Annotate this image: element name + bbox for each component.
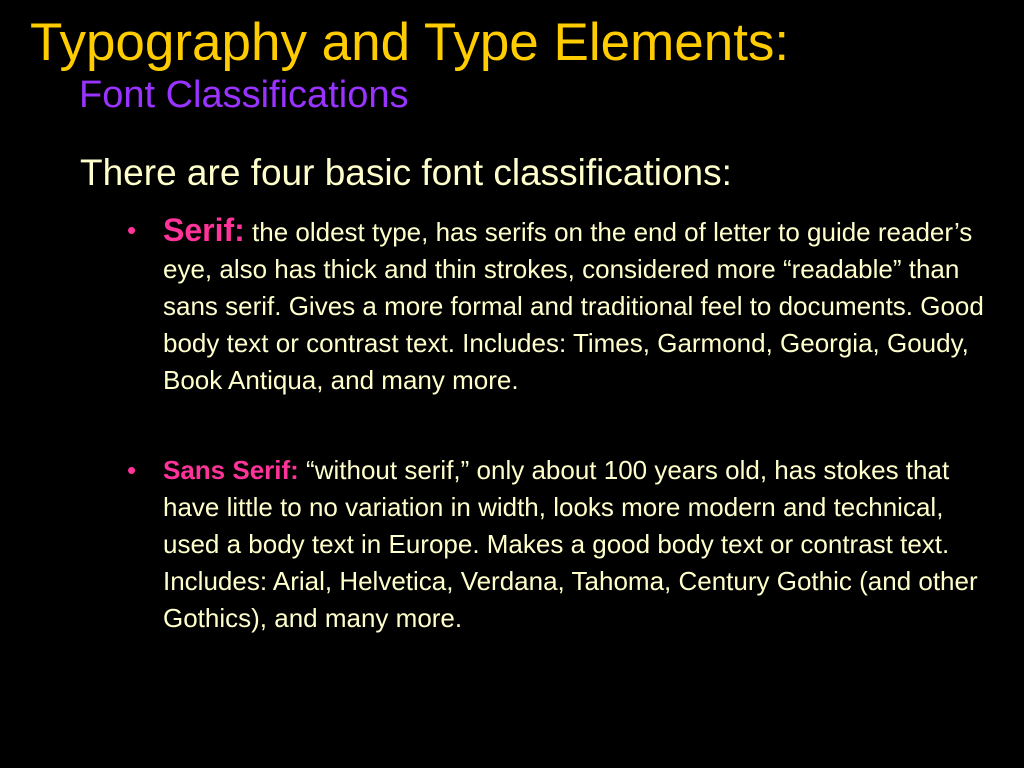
description-serif: the oldest type, has serifs on the end of letter to guide reader’s eye, also has thick and thin strokes, considered more “readable” than sans serif. Gives a more formal and traditional feel to documents. Good body text or contrast text. Includes: Times, Garmond, Georgia, Goudy, Book Antiqua, and many more. — [163, 217, 984, 395]
term-serif: Serif: — [163, 212, 245, 248]
list-item-serif — [127, 212, 997, 399]
slide-subtitle: Font Classifications — [79, 74, 409, 116]
bullet-icon: • — [127, 215, 137, 245]
bullet-icon: • — [127, 455, 137, 485]
list-item-sans-serif — [127, 452, 997, 637]
term-sans-serif: Sans Serif: — [163, 455, 299, 485]
classification-list — [127, 212, 997, 637]
intro-text: There are four basic font classifications: — [80, 152, 732, 193]
description-sans-serif: “without serif,” only about 100 years old, has stokes that have little to no variation in width, looks more modern and technical, used a body text in Europe. Makes a good body text or contrast text. Includes: Arial, Helvetica, Verdana, Tahoma, Century Gothic (and other Gothics), and many more. — [163, 455, 978, 633]
slide-title: Typography and Type Elements: — [30, 13, 790, 72]
